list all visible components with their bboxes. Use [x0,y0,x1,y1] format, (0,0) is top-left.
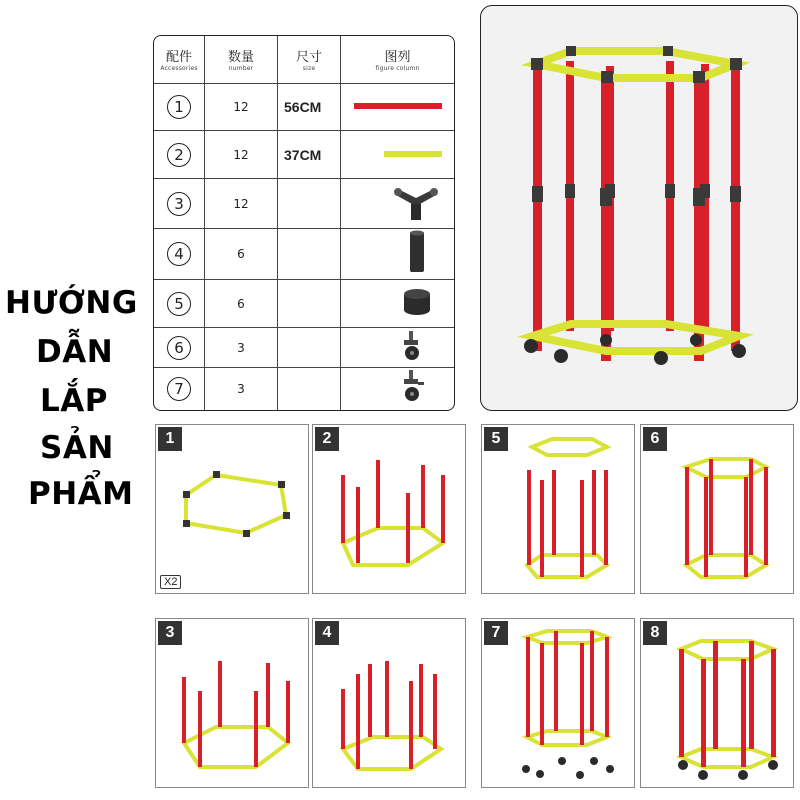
step-4-panel [312,618,466,788]
table-row [154,328,454,367]
part-qty: 12 [205,179,278,228]
part-size: 56CM [278,83,341,130]
step-number: 8 [643,621,667,645]
figure-caster-wheel-with-brake [341,367,455,410]
header-number: 数量 number [205,36,278,83]
part-qty: 3 [205,328,278,367]
step-3-panel [155,618,309,788]
part-qty: 6 [205,280,278,328]
part-number: 6 [167,336,191,360]
table-row [154,131,454,179]
table-row [154,280,454,328]
part-size [278,179,341,228]
part-number: 7 [167,377,191,401]
part-number: 2 [167,143,191,167]
step-1-illustration [156,425,308,593]
figure-yellow-tube [341,131,455,179]
step-4-illustration [313,619,465,787]
step-1-panel [155,424,309,594]
step-number: 6 [643,427,667,451]
table-row [154,367,454,410]
step-7-illustration [482,619,634,787]
table-header-row [154,36,454,83]
parts-table [153,35,455,411]
step-number: 3 [158,621,182,645]
header-accessories: 配件 Accessories [154,36,205,83]
part-qty: 12 [205,131,278,179]
step-number: 4 [315,621,339,645]
step-2-panel [312,424,466,594]
table-row [154,83,454,130]
figure-caster-wheel [341,328,455,367]
step-number: 2 [315,427,339,451]
part-number: 5 [167,292,191,316]
header-figure: 图列 figure column [341,36,455,83]
part-size [278,367,341,410]
table-row [154,228,454,279]
figure-red-tube [341,83,455,130]
step-6-panel [640,424,794,594]
step-2-illustration [313,425,465,593]
header-size: 尺寸 size [278,36,341,83]
part-size: 37CM [278,131,341,179]
figure-tube-connector [341,228,455,279]
assembled-rack-illustration [481,6,797,410]
step-7-panel [481,618,635,788]
title-line: HƯỚNG [5,285,138,321]
part-size [278,280,341,328]
step-3-illustration [156,619,308,787]
step-number: 5 [484,427,508,451]
part-qty: 12 [205,83,278,130]
figure-three-way-connector [341,179,455,228]
step-8-illustration [641,619,793,787]
table-row [154,179,454,228]
title-line: DẪN [36,334,114,370]
step-number: 1 [158,427,182,451]
part-number: 1 [167,95,191,119]
title-line: PHẨM [28,476,134,512]
step-5-illustration [482,425,634,593]
title-line: LẮP [40,383,108,419]
repeat-badge: X2 [160,575,181,589]
part-qty: 3 [205,367,278,410]
step-5-panel [481,424,635,594]
title-line: SẢN [40,430,114,466]
part-number: 4 [167,242,191,266]
step-8-panel [640,618,794,788]
assembled-product-photo [480,5,798,411]
figure-end-cap [341,280,455,328]
step-6-illustration [641,425,793,593]
part-number: 3 [167,192,191,216]
part-size [278,228,341,279]
part-qty: 6 [205,228,278,279]
step-number: 7 [484,621,508,645]
part-size [278,328,341,367]
